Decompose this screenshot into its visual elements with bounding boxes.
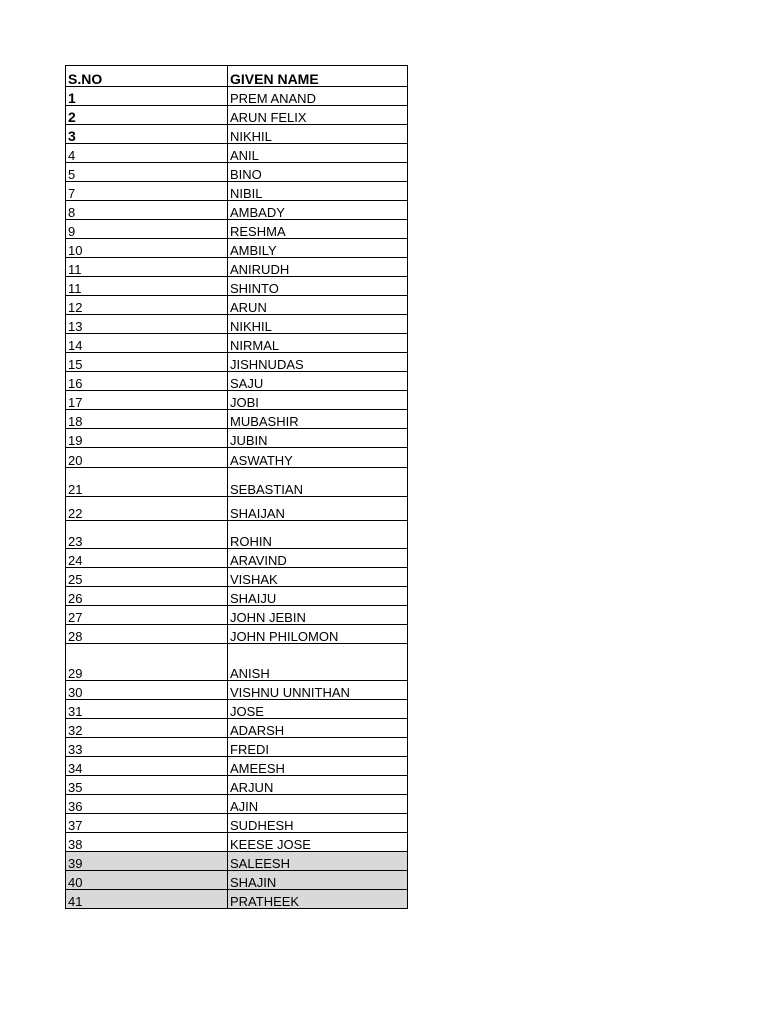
table-row bbox=[66, 334, 408, 353]
table-row bbox=[66, 125, 408, 144]
table-row bbox=[66, 890, 408, 909]
given-name-cell: VISHAK bbox=[228, 568, 408, 587]
sno-cell: 13 bbox=[66, 315, 228, 334]
given-name-cell: ANIRUDH bbox=[228, 258, 408, 277]
given-name-cell: JOHN PHILOMON bbox=[228, 625, 408, 644]
table-row bbox=[66, 644, 408, 681]
given-name-cell: JISHNUDAS bbox=[228, 353, 408, 372]
sno-cell: 8 bbox=[66, 201, 228, 220]
given-name-cell: SEBASTIAN bbox=[228, 468, 408, 497]
sno-cell: 34 bbox=[66, 757, 228, 776]
sno-cell: 41 bbox=[66, 890, 228, 909]
sno-cell: 30 bbox=[66, 681, 228, 700]
sno-cell: 16 bbox=[66, 372, 228, 391]
given-name-cell: AJIN bbox=[228, 795, 408, 814]
sno-cell: 33 bbox=[66, 738, 228, 757]
sno-cell: 37 bbox=[66, 814, 228, 833]
sno-cell: 1 bbox=[66, 87, 228, 106]
table-row bbox=[66, 144, 408, 163]
table-row bbox=[66, 239, 408, 258]
table-row bbox=[66, 258, 408, 277]
given-name-cell: AMBILY bbox=[228, 239, 408, 258]
table-row bbox=[66, 220, 408, 239]
given-name-cell: SALEESH bbox=[228, 852, 408, 871]
given-name-cell: SAJU bbox=[228, 372, 408, 391]
given-name-cell: MUBASHIR bbox=[228, 410, 408, 429]
given-name-cell: ARJUN bbox=[228, 776, 408, 795]
table-row bbox=[66, 182, 408, 201]
table-row bbox=[66, 497, 408, 521]
table-row bbox=[66, 776, 408, 795]
given-name-cell: ASWATHY bbox=[228, 448, 408, 468]
sno-cell: 38 bbox=[66, 833, 228, 852]
table-row bbox=[66, 448, 408, 468]
table-row bbox=[66, 549, 408, 568]
table-row bbox=[66, 606, 408, 625]
given-name-cell: KEESE JOSE bbox=[228, 833, 408, 852]
given-name-cell: PREM ANAND bbox=[228, 87, 408, 106]
table-row bbox=[66, 521, 408, 549]
given-name-cell: SHAIJU bbox=[228, 587, 408, 606]
names-table bbox=[65, 65, 408, 909]
table-row bbox=[66, 201, 408, 220]
table-row bbox=[66, 391, 408, 410]
given-name-cell: ARAVIND bbox=[228, 549, 408, 568]
sno-cell: 32 bbox=[66, 719, 228, 738]
given-name-cell: SHAJIN bbox=[228, 871, 408, 890]
sno-cell: 12 bbox=[66, 296, 228, 315]
table-row bbox=[66, 468, 408, 497]
sno-header: S.NO bbox=[66, 66, 228, 87]
sno-cell: 7 bbox=[66, 182, 228, 201]
given-name-cell: BINO bbox=[228, 163, 408, 182]
given-name-cell: ANIL bbox=[228, 144, 408, 163]
sno-cell: 35 bbox=[66, 776, 228, 795]
sno-cell: 11 bbox=[66, 258, 228, 277]
sno-cell: 39 bbox=[66, 852, 228, 871]
table-row bbox=[66, 757, 408, 776]
given-name-cell: JOHN JEBIN bbox=[228, 606, 408, 625]
table-row bbox=[66, 625, 408, 644]
table-row bbox=[66, 871, 408, 890]
sno-cell: 22 bbox=[66, 497, 228, 521]
sno-cell: 5 bbox=[66, 163, 228, 182]
given-name-cell: PRATHEEK bbox=[228, 890, 408, 909]
sno-cell: 9 bbox=[66, 220, 228, 239]
given-name-cell: SUDHESH bbox=[228, 814, 408, 833]
table-row bbox=[66, 568, 408, 587]
table-row bbox=[66, 833, 408, 852]
given-name-cell: NIKHIL bbox=[228, 315, 408, 334]
given-name-cell: ANISH bbox=[228, 644, 408, 681]
given-name-cell: ADARSH bbox=[228, 719, 408, 738]
sno-cell: 27 bbox=[66, 606, 228, 625]
table-row bbox=[66, 372, 408, 391]
sno-cell: 2 bbox=[66, 106, 228, 125]
sno-cell: 28 bbox=[66, 625, 228, 644]
sno-cell: 3 bbox=[66, 125, 228, 144]
sno-cell: 25 bbox=[66, 568, 228, 587]
given-name-cell: NIKHIL bbox=[228, 125, 408, 144]
given-name-cell: JOSE bbox=[228, 700, 408, 719]
given-name-cell: ARUN bbox=[228, 296, 408, 315]
sno-cell: 36 bbox=[66, 795, 228, 814]
given-name-cell: ROHIN bbox=[228, 521, 408, 549]
sno-cell: 26 bbox=[66, 587, 228, 606]
table-row bbox=[66, 315, 408, 334]
sno-cell: 15 bbox=[66, 353, 228, 372]
table-row bbox=[66, 87, 408, 106]
table-row bbox=[66, 700, 408, 719]
table-row bbox=[66, 795, 408, 814]
given-name-cell: JUBIN bbox=[228, 429, 408, 448]
given-name-cell: FREDI bbox=[228, 738, 408, 757]
sno-cell: 21 bbox=[66, 468, 228, 497]
table-row bbox=[66, 410, 408, 429]
table-row bbox=[66, 852, 408, 871]
table-row bbox=[66, 738, 408, 757]
given-name-header: GIVEN NAME bbox=[228, 66, 408, 87]
given-name-cell: JOBI bbox=[228, 391, 408, 410]
sno-cell: 18 bbox=[66, 410, 228, 429]
given-name-cell: AMEESH bbox=[228, 757, 408, 776]
sno-cell: 20 bbox=[66, 448, 228, 468]
given-name-cell: NIBIL bbox=[228, 182, 408, 201]
sno-cell: 19 bbox=[66, 429, 228, 448]
given-name-cell: RESHMA bbox=[228, 220, 408, 239]
table-row bbox=[66, 296, 408, 315]
sno-cell: 23 bbox=[66, 521, 228, 549]
sno-cell: 14 bbox=[66, 334, 228, 353]
given-name-cell: SHINTO bbox=[228, 277, 408, 296]
given-name-cell: ARUN FELIX bbox=[228, 106, 408, 125]
sno-cell: 10 bbox=[66, 239, 228, 258]
table-row bbox=[66, 587, 408, 606]
header-row bbox=[66, 66, 408, 87]
table-row bbox=[66, 814, 408, 833]
sno-cell: 31 bbox=[66, 700, 228, 719]
given-name-cell: VISHNU UNNITHAN bbox=[228, 681, 408, 700]
sno-cell: 4 bbox=[66, 144, 228, 163]
given-name-cell: NIRMAL bbox=[228, 334, 408, 353]
sno-cell: 17 bbox=[66, 391, 228, 410]
sno-cell: 11 bbox=[66, 277, 228, 296]
table-row bbox=[66, 277, 408, 296]
sno-cell: 29 bbox=[66, 644, 228, 681]
table-row bbox=[66, 429, 408, 448]
given-name-cell: AMBADY bbox=[228, 201, 408, 220]
sno-cell: 40 bbox=[66, 871, 228, 890]
given-name-cell: SHAIJAN bbox=[228, 497, 408, 521]
table-row bbox=[66, 681, 408, 700]
table-row bbox=[66, 719, 408, 738]
sno-cell: 24 bbox=[66, 549, 228, 568]
table-row bbox=[66, 353, 408, 372]
table-row bbox=[66, 163, 408, 182]
table-row bbox=[66, 106, 408, 125]
